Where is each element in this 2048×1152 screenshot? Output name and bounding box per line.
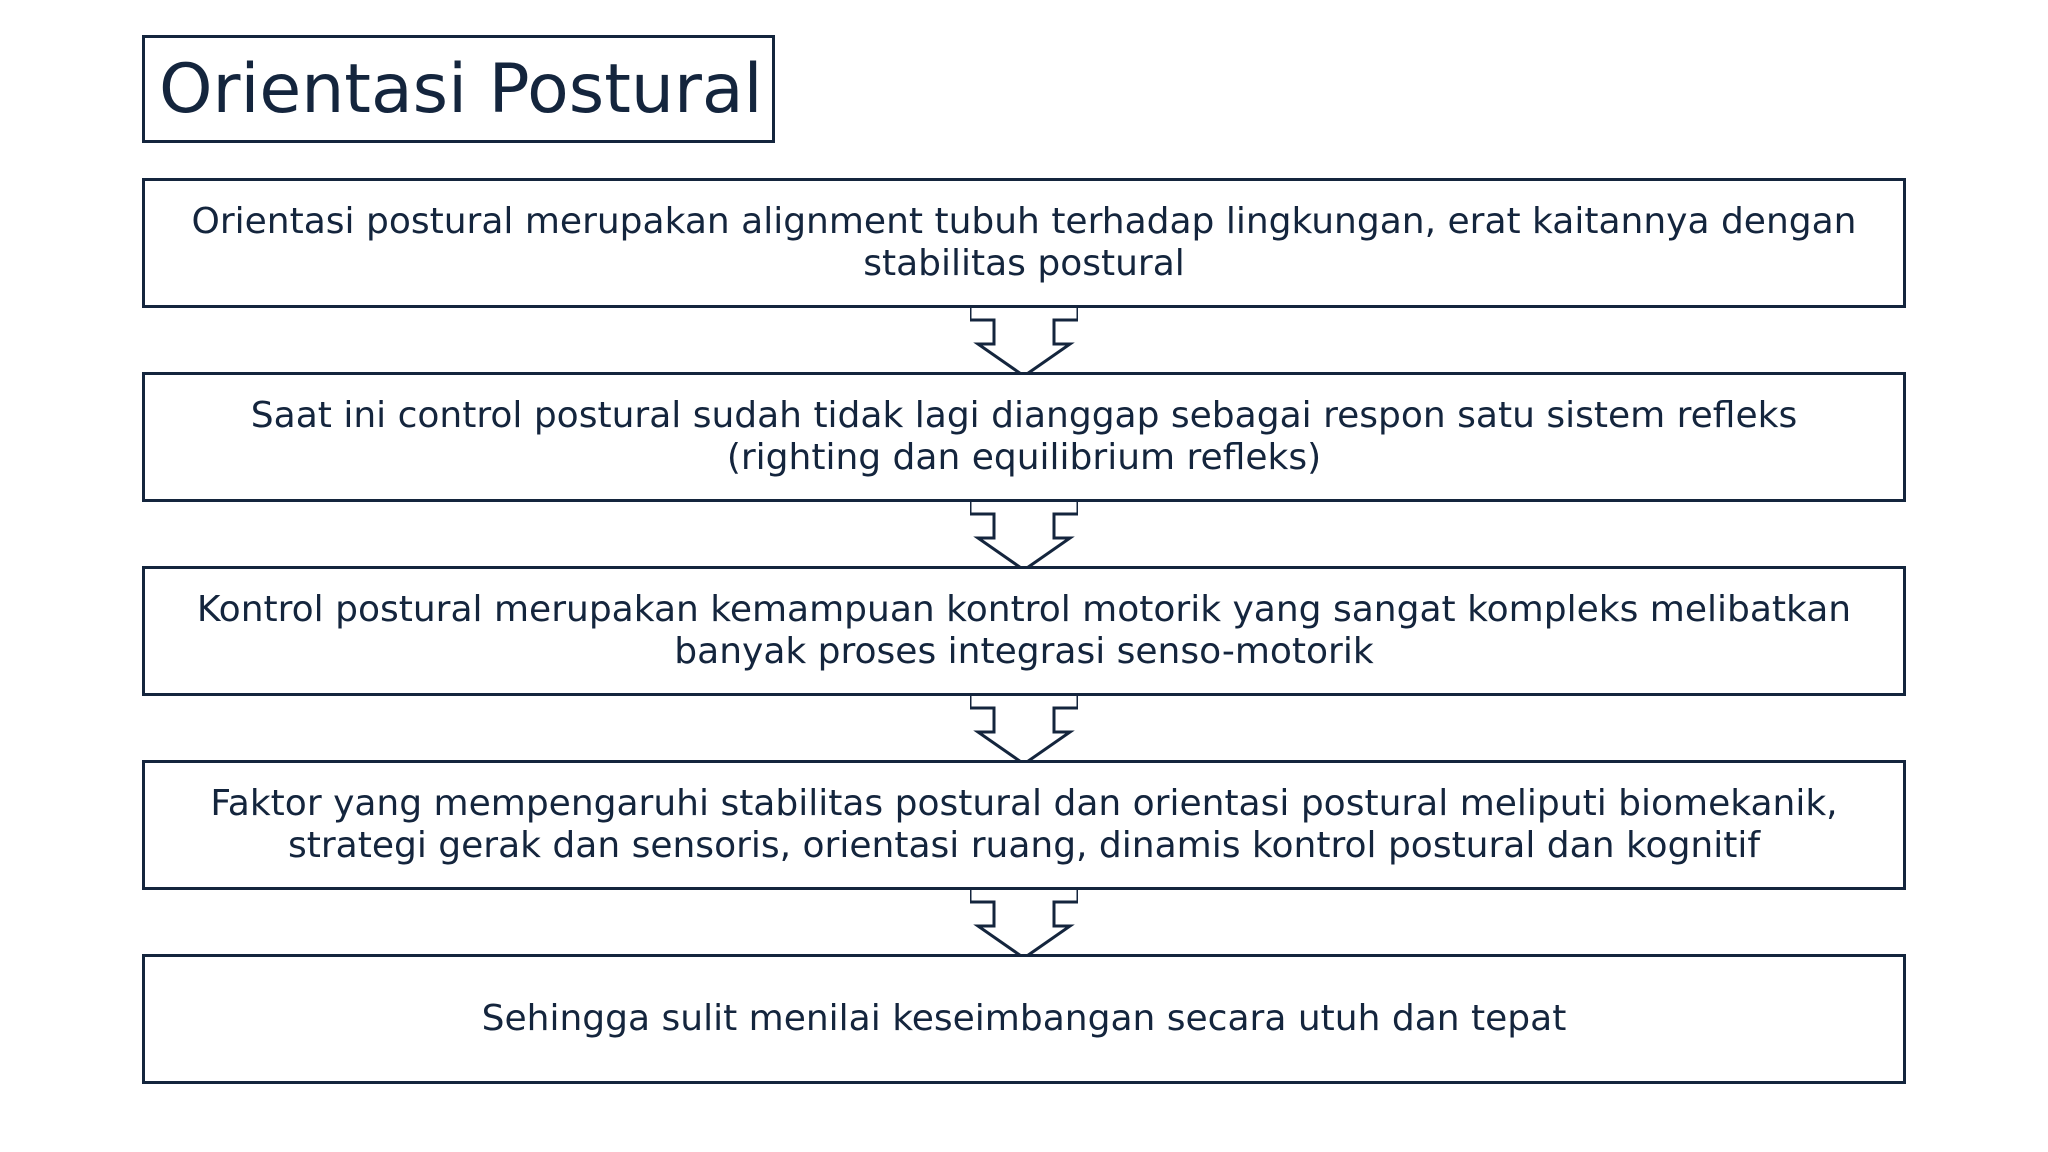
flow-text-3-line-1: Kontrol postural merupakan kemampuan kontrol motorik yang sangat kompleks melibatkan: [196, 589, 1852, 630]
down-arrow-icon: [970, 888, 1078, 960]
flow-text-3: [197, 589, 1851, 673]
flow-text-5: [482, 998, 1567, 1040]
page-title: Orientasi Postural: [159, 49, 763, 129]
flow-box-4: [142, 760, 1906, 890]
flow-box-3: [142, 566, 1906, 696]
flow-text-4: [210, 783, 1837, 867]
title-box: [142, 35, 775, 143]
flow-text-4-line-1: Faktor yang mempengaruhi stabilitas postural dan orientasi postural meliputi biomekanik,: [210, 783, 1838, 824]
flow-text-5-line-1: Sehingga sulit menilai keseimbangan secara utuh dan tepat: [481, 998, 1567, 1039]
flow-text-1: [192, 201, 1857, 285]
flow-text-4-line-2: strategi gerak dan sensoris, orientasi ruang, dinamis kontrol postural dan kognitif: [287, 825, 1761, 866]
flow-box-1: [142, 178, 1906, 308]
flow-box-5: [142, 954, 1906, 1084]
down-arrow-icon: [970, 500, 1078, 572]
flow-text-1-line-2: stabilitas postural: [863, 243, 1185, 284]
flow-text-2: [251, 395, 1797, 479]
flow-text-3-line-2: banyak proses integrasi senso-motorik: [674, 631, 1374, 672]
flow-box-2: [142, 372, 1906, 502]
down-arrow-icon: [970, 306, 1078, 378]
flow-text-1-line-1: Orientasi postural merupakan alignment tubuh terhadap lingkungan, erat kaitannya dengan: [191, 201, 1857, 242]
flow-text-2-line-2: (righting dan equilibrium refleks): [726, 437, 1322, 478]
down-arrow-icon: [970, 694, 1078, 766]
flow-text-2-line-1: Saat ini control postural sudah tidak lagi dianggap sebagai respon satu sistem refleks: [250, 395, 1798, 436]
